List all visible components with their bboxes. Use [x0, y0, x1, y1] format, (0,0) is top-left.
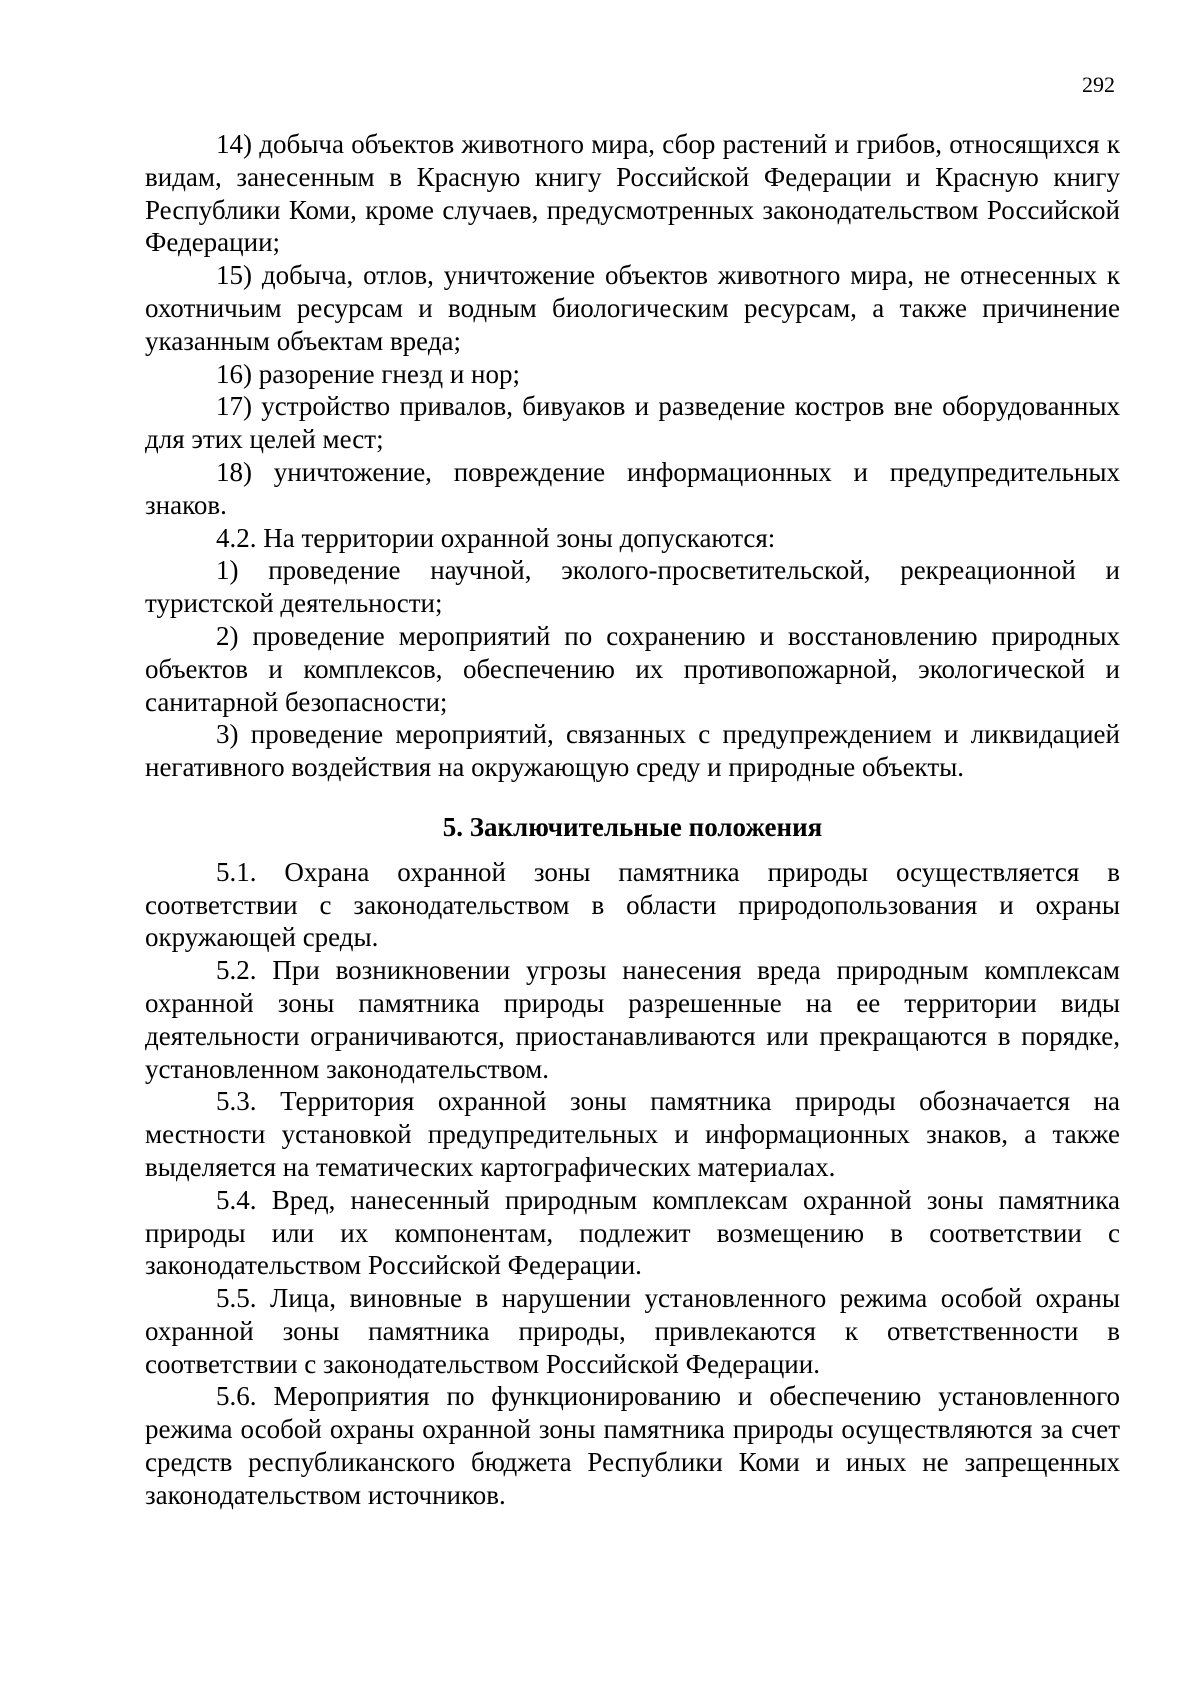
- list-item-18: 18) уничтожение, повреждение информационных и предупредительных знаков.: [145, 456, 1120, 520]
- clause-5-4: 5.4. Вред, нанесенный природным комплексам охранной зоны памятника природы или их компонентам, подлежит возмещению в соответствии с законодательством Российской Федерации.: [145, 1184, 1120, 1281]
- clause-5-2: 5.2. При возникновении угрозы нанесения вреда природным комплексам охранной зоны памятника природы разрешенные на ее территории виды деятельности ограничиваются, приостанавливаются или прекращаются в порядке, установленном законодательством.: [145, 955, 1120, 1084]
- clause-5-6: 5.6. Мероприятия по функционированию и обеспечению установленного режима особой охраны охранной зоны памятника природы осуществляются за счет средств республиканского бюджета Республики Коми и иных не запрещенных законодательством источников.: [145, 1381, 1120, 1510]
- list-item-16: 16) разорение гнезд и нор;: [216, 358, 521, 389]
- document-body: [145, 128, 1120, 1512]
- clause-5-1: 5.1. Охрана охранной зоны памятника природы осуществляется в соответствии с законодательством в области природопользования и охраны окружающей среды.: [145, 856, 1120, 953]
- clause-5-5: 5.5. Лица, виновные в нарушении установленного режима особой охраны охранной зоны памятника природы, привлекаются к ответственности в соответствии с законодательством Российской Федерации.: [145, 1283, 1120, 1379]
- list-item-17: 17) устройство привалов, бивуаков и разведение костров вне оборудованных для этих целей мест;: [145, 391, 1120, 455]
- page-number: 292: [1082, 72, 1115, 97]
- allowed-item-3: 3) проведение мероприятий, связанных с предупреждением и ликвидацией негативного воздействия на окружающую среду и природные объекты.: [145, 719, 1120, 783]
- allowed-item-2: 2) проведение мероприятий по сохранению и восстановлению природных объектов и комплексов, обеспечению их противопожарной, экологической и санитарной безопасности;: [145, 620, 1120, 717]
- allowed-item-1: 1) проведение научной, эколого-просветительской, рекреационной и туристской деятельности;: [145, 555, 1120, 619]
- list-item-14: 14) добыча объектов животного мира, сбор растений и грибов, относящихся к видам, занесенным в Красную книгу Российской Федерации и Красную книгу Республики Коми, кроме случаев, предусмотренных законодательством Российской Федерации;: [145, 129, 1120, 258]
- list-item-15: 15) добыча, отлов, уничтожение объектов животного мира, не отнесенных к охотничьим ресурсам и водным биологическим ресурсам, а также причинение указанным объектам вреда;: [145, 260, 1120, 356]
- clause-5-3: 5.3. Территория охранной зоны памятника природы обозначается на местности установкой предупредительных и информационных знаков, а также выделяется на тематических картографических материалах.: [145, 1086, 1120, 1182]
- clause-4-2: 4.2. На территории охранной зоны допускаются:: [216, 522, 776, 553]
- section-heading: 5. Заключительные положения: [442, 811, 823, 842]
